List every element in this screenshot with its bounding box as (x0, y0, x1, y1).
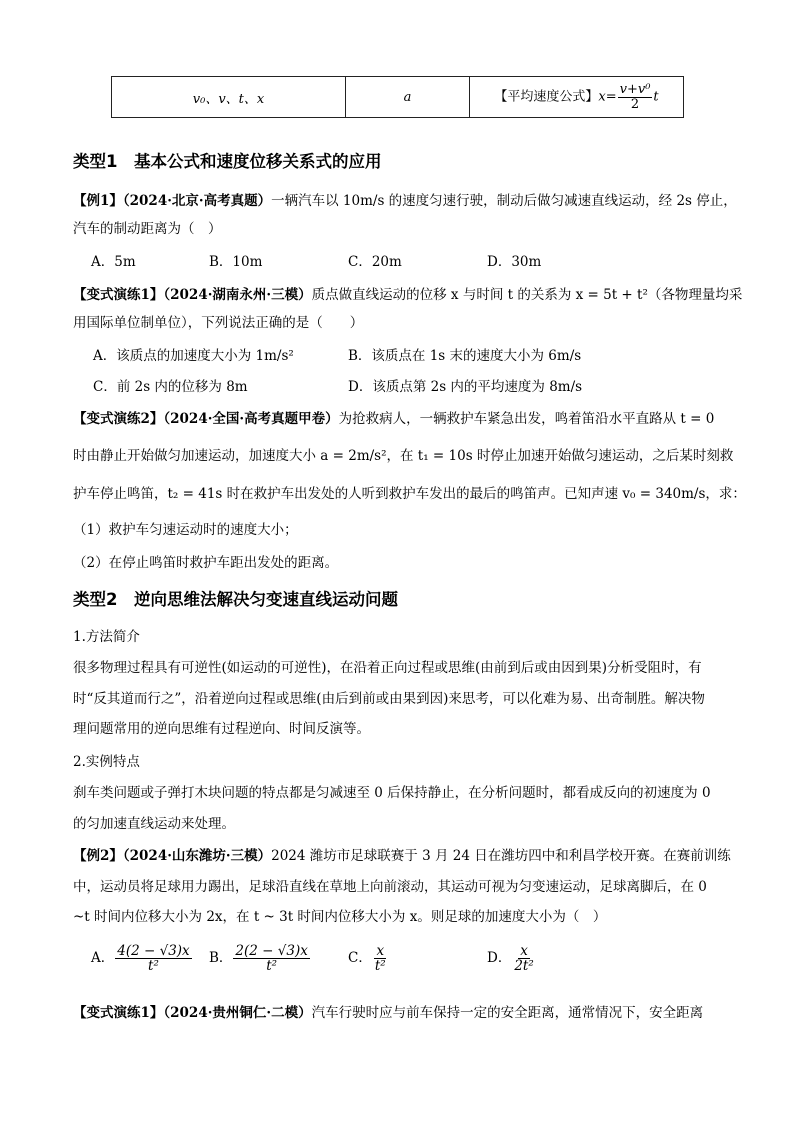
example1-option-a: A．5m (91, 254, 136, 270)
example2-tag: 【例2】（2024·山东潍坊·三模） (73, 848, 272, 864)
variant3-text: 汽车行驶时应与前车保持一定的安全距离，通常情况下，安全距离 (311, 1005, 704, 1021)
option-d-numerator: x (520, 943, 528, 959)
option-b-denominator: t² (266, 958, 278, 975)
variant1-option-b: B．该质点在 1s 末的速度大小为 6m/s (348, 348, 582, 364)
example2-line3: ~t 时间内位移大小为 2x，在 t ~ 3t 时间内位移大小为 x。则足球的加速度大小为（ ） (73, 909, 607, 925)
example2-option-a (91, 944, 193, 973)
variant2-tag: 【变式演练2】（2024·全国·高考真题甲卷） (73, 411, 339, 427)
formula-label: 【平均速度公式】 (494, 89, 599, 105)
option-c-denominator: t² (374, 958, 386, 975)
fraction-denominator: 2 (630, 96, 640, 112)
table-cell-formula (470, 77, 684, 118)
option-d-label: D． (487, 950, 512, 967)
option-c-numerator: x (376, 943, 385, 959)
variant1-line1 (73, 285, 742, 305)
option-a-label: A． (91, 950, 115, 967)
option-b-label: B． (209, 950, 233, 967)
variant2-line3: 护车停止鸣笛，t₂ = 41s 时在救护车出发处的人听到救护车发出的最后的鸣笛声。已知声速 v₀ = 340m/s，求： (73, 486, 746, 502)
variant1-line2: 用国际单位制单位），下列说法正确的是（ ） (73, 315, 364, 331)
method-paragraph-line2: 时“反其道而行之”，沿着逆向过程或思维(由后到前或由果到因)来思考，可以化难为易、出奇制胜。解决物 (73, 691, 705, 707)
example1-text: 一辆汽车以 10m/s 的速度匀速行驶，制动后做匀减速直线运动，经 2s 停止， (271, 193, 737, 209)
table-row (112, 77, 684, 118)
example2-line2: 中，运动员将足球用力踢出，足球沿直线在草地上向前滚动，其运动可视为匀变速运动，足球离脚后，在 0 (73, 879, 707, 895)
formula-table (111, 76, 684, 118)
variant2-question2: （2）在停止鸣笛时救护车距出发处的距离。 (73, 555, 339, 571)
option-b-fraction (233, 944, 309, 973)
table-cell-quantities: v₀、v、t、x (112, 77, 346, 118)
option-a-denominator: t² (148, 958, 159, 975)
example1-tag: 【例1】（2024·北京·高考真题） (73, 193, 272, 209)
example1-line2: 汽车的制动距离为（ ） (73, 221, 222, 237)
section-heading-type2: 类型2 逆向思维法解决匀变速直线运动问题 (73, 590, 398, 609)
option-a-fraction (115, 944, 191, 973)
option-c-label: C． (348, 950, 372, 967)
feature-paragraph-line2: 的匀加速直线运动来处理。 (73, 816, 235, 832)
variant3-tag: 【变式演练1】（2024·贵州铜仁·二模） (73, 1005, 312, 1021)
feature-title: 2.实例特点 (73, 754, 140, 770)
variant2-line1 (73, 409, 714, 429)
example1-option-c: C．20m (348, 254, 402, 270)
formula-lhs: x= (598, 89, 617, 105)
option-c-fraction (373, 944, 388, 973)
section-heading-type1: 类型1 基本公式和速度位移关系式的应用 (73, 152, 382, 171)
option-d-denominator: 2t² (514, 958, 534, 975)
formula-tail: t (653, 89, 659, 105)
variant1-tag: 【变式演练1】（2024·湖南永州·三模） (73, 287, 312, 303)
example2-option-c (348, 944, 389, 973)
variant2-question1: （1）救护车匀速运动时的速度大小； (73, 522, 298, 538)
variant3-line1 (73, 1003, 703, 1023)
table-cell-missing: a (346, 77, 470, 118)
variant1-text: 质点做直线运动的位移 x 与时间 t 的关系为 x = 5t + t²（各物理量均采 (311, 287, 743, 303)
option-a-numerator: 4(2 − √3)x (117, 943, 190, 959)
variant1-option-d: D．该质点第 2s 内的平均速度为 8m/s (348, 379, 583, 395)
example1-line1 (73, 191, 737, 211)
option-b-numerator: 2(2 − √3)x (235, 943, 308, 959)
option-d-fraction (512, 944, 535, 973)
formula-fraction (618, 83, 653, 111)
example2-line1 (73, 846, 731, 866)
method-title: 1.方法简介 (73, 629, 140, 645)
example2-text: 2024 潍坊市足球联赛于 3 月 24 日在潍坊四中和利昌学校开赛。在赛前训练 (271, 848, 731, 864)
variant2-text: 为抢救病人，一辆救护车紧急出发，鸣着笛沿水平直路从 t = 0 (338, 411, 715, 427)
method-paragraph-line3: 理问题常用的逆向思维有过程逆向、时间反演等。 (73, 721, 370, 737)
feature-paragraph-line1: 刹车类问题或子弹打木块问题的特点都是匀减速至 0 后保持静止，在分析问题时，都看成反向的初速度为 0 (73, 785, 711, 801)
example1-option-d: D．30m (487, 254, 542, 270)
variant2-line2: 时由静止开始做匀加速运动，加速度大小 a = 2m/s²，在 t₁ = 10s 时停止加速开始做匀速运动，之后某时刻救 (73, 448, 734, 464)
variant1-option-a: A．该质点的加速度大小为 1m/s² (93, 348, 294, 364)
example1-option-b: B．10m (209, 254, 263, 270)
method-paragraph-line1: 很多物理过程具有可逆性(如运动的可逆性)，在沿着正向过程或思维(由前到后或由因到果)分析受阻时，有 (73, 660, 702, 676)
example2-option-b (209, 944, 311, 973)
example2-option-d (487, 944, 537, 973)
variant1-option-c: C．前 2s 内的位移为 8m (93, 379, 248, 395)
fraction-numerator: v+v⁰ (619, 81, 651, 97)
